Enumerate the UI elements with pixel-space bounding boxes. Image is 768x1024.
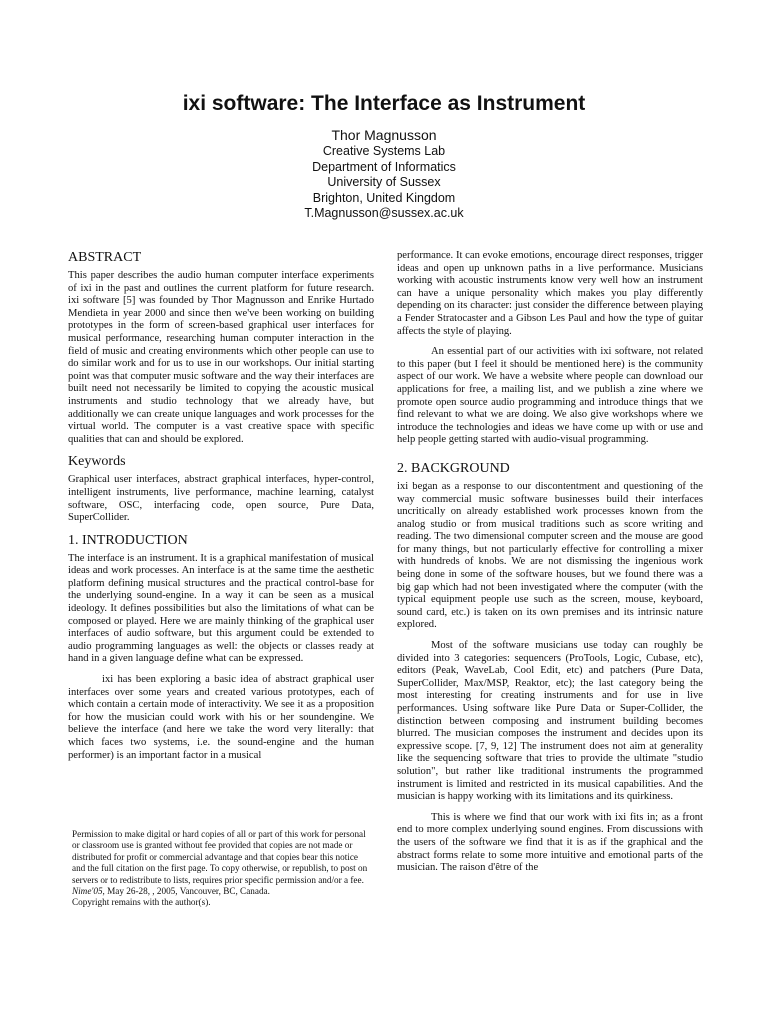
copyright-footnote [72, 829, 372, 909]
body-paragraph: performance. It can evoke emotions, encourage direct responses, trigger ideas and open up unknown paths in a live performance. Musicians working with acoustic instruments know very well how an instrument can have a unique personality which makes you play differently depending on its character: just consider the difference between playing a Fender Stratocaster and a Gibson Les Paul and how the type of guitar affects the style of playing. [397, 250, 703, 337]
conference-venue [72, 886, 372, 897]
conference-name: Nime'05 [72, 886, 103, 897]
paper-title: ixi software: The Interface as Instrument [182, 92, 586, 115]
author-name: Thor Magnusson [331, 127, 437, 143]
keywords-text: Graphical user interfaces, abstract graphical interfaces, hyper-control, intelligent instruments, live performance, machine learning, catalyst software, OSC, interfacing code, open source, Pure Data, SuperCollider. [68, 474, 374, 524]
author-university: University of Sussex [327, 175, 441, 189]
keywords-heading: Keywords [68, 454, 126, 470]
right-column [397, 250, 703, 875]
left-column [68, 250, 374, 762]
body-paragraph: An essential part of our activities with ixi software, not related to this paper (but I feel it should be mentioned here) is the community aspect of our work. We have a website where people can download our applications for free, a mailing list, and we publish a zine where we promote open source audio programming and introduce things that we find relevant to what we are doing. We also give workshops where we introduce the technologies and ideas we have come up with or use and help people getting started with audio-visual programming. [397, 346, 703, 446]
introduction-paragraph: The interface is an instrument. It is a graphical manifestation of musical ideas and work processes. An interface is at the same time the aesthetic platform defining musical structures and the practical control-base for the underlying sound-engine. In a way it can be seen as a musical ideology. It defines possibilities but also the limitations of what can be composed or played. Here we are mainly thinking of the graphical user interfaces of audio software, but this argument could be extended to audio programming languages as well: the objects or classes ready at hand in a given language define what can be expressed. [68, 552, 374, 665]
author-block [0, 126, 768, 222]
abstract-text: This paper describes the audio human computer interface experiments of ixi in the past and outlines the current platform for future research. ixi software [5] was founded by Thor Magnusson and Enrike Hurtado Mendieta in year 2000 and since then we've been working on building prototypes in the form of screen-based graphical user interfaces for musical performance, researching human computer interaction in the field of music and creating environments which other people can use to do similar work and for us to use in our workshops. Our initial starting point was that computer music software and the way their interfaces are built need not necessarily be limited to copying the acoustic musical instruments and studio technology that we already have, but additionally we can create unique languages and work processes for the virtual world. The computer is a vast creative space with specific qualities that can and should be explored. [68, 270, 374, 445]
conference-details: , May 26-28, , 2005, Vancouver, BC, Canada. [102, 886, 270, 897]
background-paragraph: ixi began as a response to our discontentment and questioning of the way commercial music software businesses build their interfaces uncritically on already established work processes known from the analog studio or from musical traditions such as score writing and reading. The two dimensional computer screen and the mouse are good for many things, but not particularly effective for controlling a mixer with hundreds of knobs. We are not dismissing the ingenious work being done in some of the software houses, but we found there was a big gap which had not been investigated where the computer (with the typical equipment people use such as the screen, mouse, keyboard, sound card, etc.) is taken on its own premises and its intrinsic nature explored. [397, 480, 703, 631]
author-location: Brighton, United Kingdom [312, 190, 456, 205]
background-paragraph: This is where we find that our work with ixi fits in; as a front end to more complex underlying sound engines. From discussions with the users of the software we find that it is as if the graphical and the abstract forms relate to some more intuitive and emotional parts of the musician. The raison d'être of the [397, 811, 703, 874]
author-email: T.Magnusson@sussex.ac.uk [304, 206, 464, 220]
background-paragraph: Most of the software musicians use today can roughly be divided into 3 categories: sequencers (ProTools, Logic, Cubase, etc), editors (Peak, WaveLab, Cool Edit, etc) and patchers (Pure Data, SuperCollider, Max/MSP, Reaktor, etc); the last category being the most interesting for creating instruments and for use in live performances. Using software like Pure Data or Super-Collider, the distinction between composing and instrument building becomes blurred. The musician composes the instrument and decides upon its expressive scope. [7, 9, 12] The instrument does not aim at generality like the sequencing software that tries to provide the ultimate "studio solution", but rather like traditional instruments the programmed instrument is limited and restricted in its musical capabilities. And the musician is happy working with its limitations and its quirkiness. [397, 640, 703, 803]
author-affiliation: Creative Systems Lab [322, 144, 446, 158]
author-department: Department of Informatics [312, 159, 456, 174]
introduction-heading: 1. INTRODUCTION [68, 532, 188, 548]
permission-notice: Permission to make digital or hard copies of all or part of this work for personal or classroom use is granted without fee provided that copies are not made or distributed for profit or commercial advantage and that copies bear this notice and the full citation on the first page. To copy otherwise, or republish, to post on servers or to redistribute to lists, requires prior specific permission and/or a fee. [72, 829, 368, 885]
abstract-heading: ABSTRACT [68, 250, 142, 265]
introduction-paragraph: ixi has been exploring a basic idea of abstract graphical user interfaces over some years and created various prototypes, each of which contain a certain mode of interactivity. We see it as a proposition for how the musician could work with his or her soundengine. We believe the interface (and here we take the word very literally: that which faces two systems, i.e. the sound-engine and the human performer) is an important factor in a musical [68, 674, 374, 761]
copyright-line: Copyright remains with the author(s). [72, 897, 211, 908]
background-heading: 2. BACKGROUND [397, 460, 510, 476]
